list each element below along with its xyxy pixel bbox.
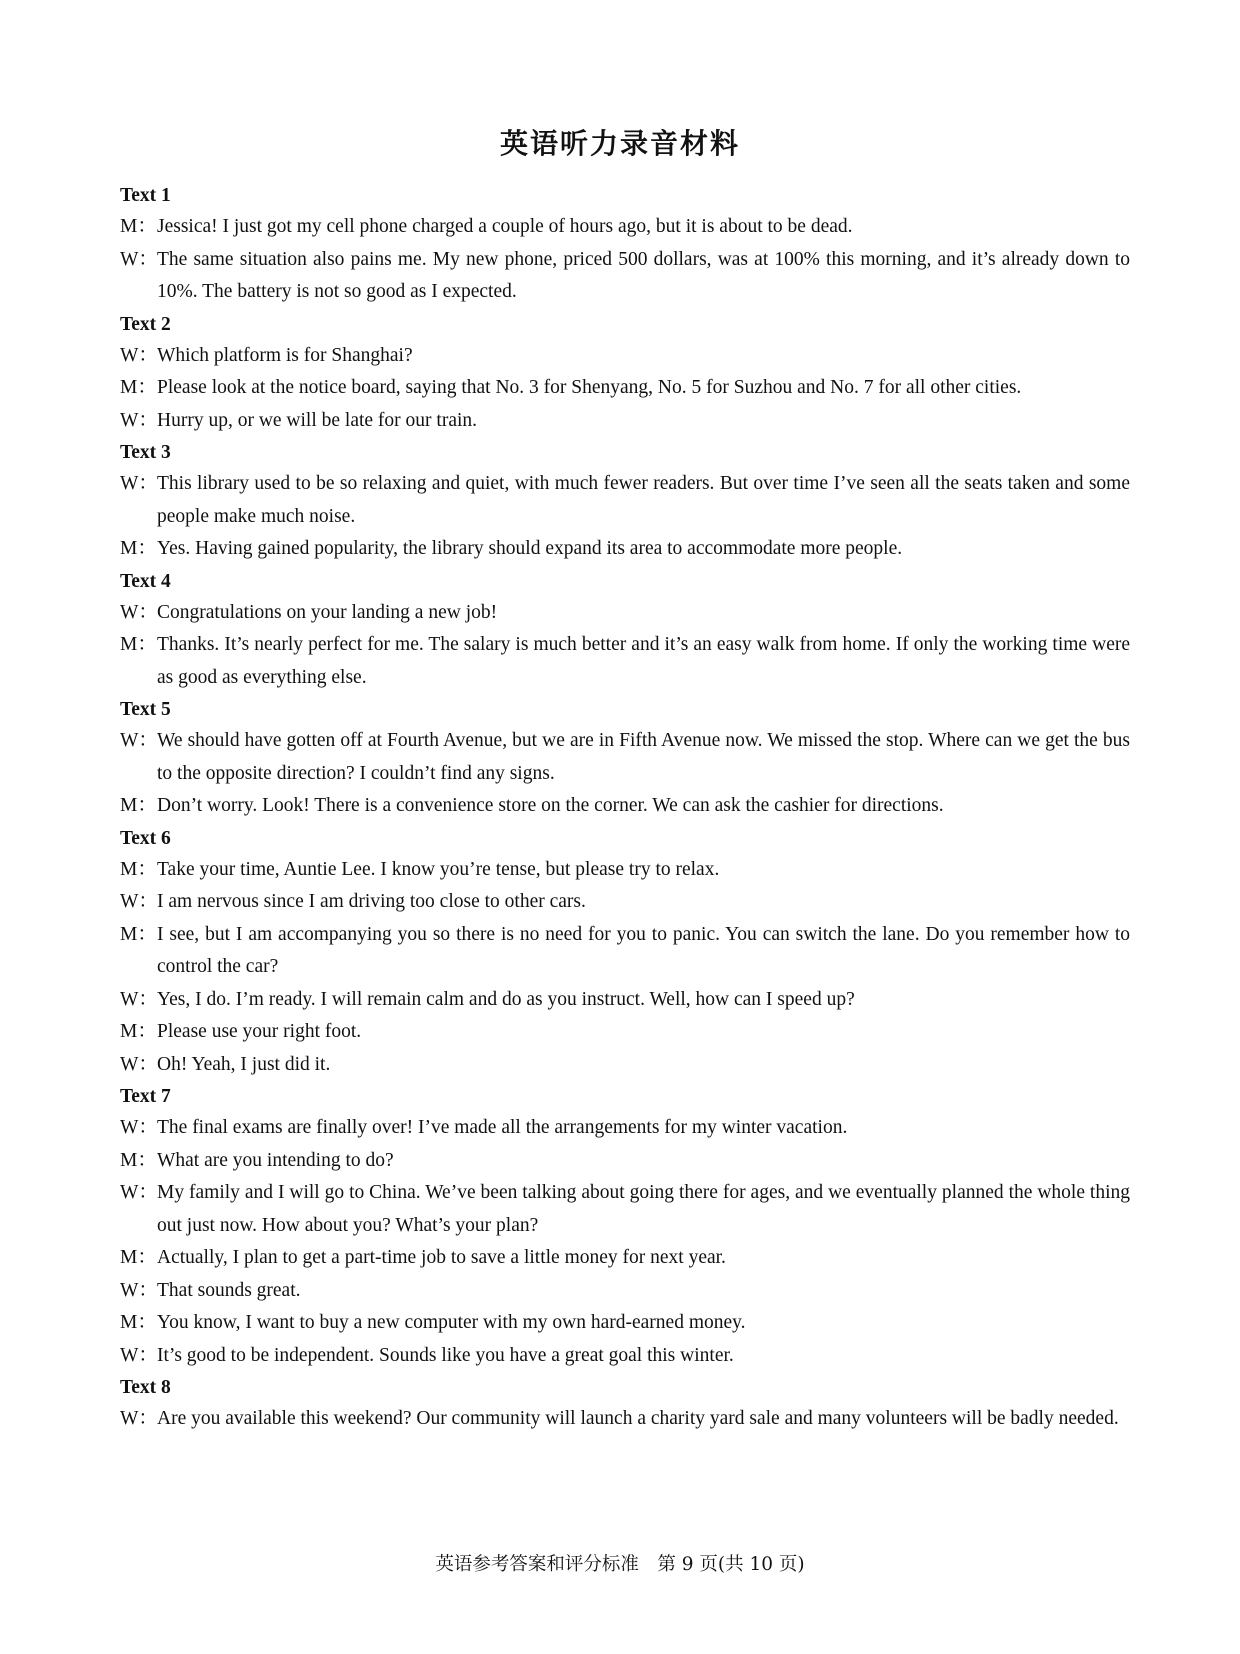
dialogue-line bbox=[120, 244, 1130, 309]
speaker-label: M： bbox=[120, 538, 157, 559]
speaker-label: W： bbox=[120, 1117, 158, 1138]
text-section bbox=[120, 1372, 1130, 1436]
dialogue-text: The same situation also pains me. My new phone, priced 500 dollars, was at 100% this morning, and it’s already down to 10%. The battery is not so good as I expected. bbox=[157, 248, 1130, 302]
speaker-label: M： bbox=[120, 1247, 157, 1268]
text-heading: Text 8 bbox=[120, 1377, 171, 1398]
dialogue-text: You know, I want to buy a new computer with my own hard-earned money. bbox=[157, 1312, 746, 1333]
dialogue-line bbox=[120, 1145, 1130, 1178]
dialogue-line bbox=[120, 1177, 1130, 1242]
speaker-label: W： bbox=[120, 1408, 158, 1429]
speaker-label: W： bbox=[120, 1053, 158, 1075]
dialogue-line bbox=[120, 1307, 1130, 1340]
text-heading: Text 3 bbox=[120, 442, 171, 463]
dialogue-text: Please use your right foot. bbox=[157, 1021, 362, 1042]
speaker-label: M： bbox=[120, 216, 157, 237]
speaker-label: W： bbox=[120, 1182, 158, 1203]
text-heading: Text 2 bbox=[120, 313, 171, 335]
dialogue-line bbox=[120, 854, 1130, 887]
dialogue-line bbox=[120, 533, 1130, 566]
speaker-label: W： bbox=[120, 1279, 158, 1301]
dialogue-line bbox=[120, 405, 1130, 438]
dialogue-line bbox=[120, 372, 1130, 405]
speaker-label: M： bbox=[120, 1312, 157, 1333]
dialogue-text: Actually, I plan to get a part-time job to save a little money for next year. bbox=[157, 1247, 726, 1268]
dialogue-text: I see, but I am accompanying you so there is no need for you to panic. You can switch the lane. Do you remember how to control the car? bbox=[157, 923, 1130, 977]
speaker-label: W： bbox=[120, 601, 158, 623]
dialogue-text: Jessica! I just got my cell phone charged a couple of hours ago, but it is about to be dead. bbox=[157, 216, 853, 237]
dialogue-text: Take your time, Auntie Lee. I know you’re tense, but please try to relax. bbox=[157, 858, 720, 880]
text-heading: Text 7 bbox=[120, 1086, 171, 1107]
dialogue-text: My family and I will go to China. We’ve been talking about going there for ages, and we eventually planned the whole thing out just now. How about you? What’s your plan? bbox=[157, 1182, 1130, 1236]
text-heading: Text 4 bbox=[120, 570, 171, 592]
text-section bbox=[120, 180, 1130, 309]
dialogue-line bbox=[120, 790, 1130, 823]
dialogue-line bbox=[120, 1112, 1130, 1145]
dialogue-text: Yes, I do. I’m ready. I will remain calm and do as you instruct. Well, how can I speed up? bbox=[157, 988, 855, 1010]
dialogue-line bbox=[120, 1403, 1130, 1436]
dialogue-line bbox=[120, 1242, 1130, 1275]
speaker-label: W： bbox=[120, 988, 158, 1010]
dialogue-text: This library used to be so relaxing and quiet, with much fewer readers. But over time I’ve seen all the seats taken and some people make much noise. bbox=[157, 473, 1130, 527]
dialogue-text: What are you intending to do? bbox=[157, 1149, 394, 1171]
text-section bbox=[120, 437, 1130, 566]
dialogue-line bbox=[120, 1049, 1130, 1082]
speaker-label: M： bbox=[120, 377, 157, 398]
text-section bbox=[120, 823, 1130, 1082]
dialogue-text: Yes. Having gained popularity, the library should expand its area to accommodate more people. bbox=[157, 538, 903, 559]
speaker-label: M： bbox=[120, 923, 157, 945]
dialogue-line bbox=[120, 725, 1130, 790]
text-section bbox=[120, 694, 1130, 823]
text-section bbox=[120, 309, 1130, 438]
speaker-label: W： bbox=[120, 891, 158, 912]
page-footer: 英语参考答案和评分标准 第 9 页(共 10 页) bbox=[435, 1554, 805, 1575]
dialogue-line bbox=[120, 1275, 1130, 1308]
dialogue-text: The final exams are finally over! I’ve made all the arrangements for my winter vacation. bbox=[157, 1117, 848, 1138]
dialogue-text: That sounds great. bbox=[157, 1279, 301, 1301]
text-heading: Text 5 bbox=[120, 699, 171, 720]
text-section bbox=[120, 566, 1130, 695]
dialogue-line bbox=[120, 919, 1130, 984]
dialogue-line bbox=[120, 984, 1130, 1017]
dialogue-text: Are you available this weekend? Our community will launch a charity yard sale and many volunteers will be badly needed. bbox=[157, 1408, 1119, 1429]
text-section bbox=[120, 1081, 1130, 1372]
speaker-label: W： bbox=[120, 344, 158, 366]
dialogue-text: Don’t worry. Look! There is a convenience store on the corner. We can ask the cashier for directions. bbox=[157, 795, 944, 816]
dialogue-text: It’s good to be independent. Sounds like you have a great goal this winter. bbox=[157, 1344, 734, 1366]
dialogue-text: Congratulations on your landing a new job! bbox=[157, 601, 498, 623]
dialogue-text: Which platform is for Shanghai? bbox=[157, 344, 413, 366]
dialogue-line bbox=[120, 629, 1130, 694]
dialogue-text: We should have gotten off at Fourth Avenue, but we are in Fifth Avenue now. We missed the stop. Where can we get the bus to the opposite direction? I couldn’t find any signs. bbox=[157, 730, 1130, 784]
dialogue-text: Oh! Yeah, I just did it. bbox=[157, 1053, 331, 1075]
speaker-label: M： bbox=[120, 795, 157, 816]
dialogue-line bbox=[120, 468, 1130, 533]
dialogue-line bbox=[120, 211, 1130, 244]
speaker-label: W： bbox=[120, 248, 158, 270]
speaker-label: W： bbox=[120, 1344, 158, 1366]
dialogue-text: I am nervous since I am driving too close to other cars. bbox=[157, 891, 586, 912]
dialogue-text: Please look at the notice board, saying that No. 3 for Shenyang, No. 5 for Suzhou and No. 7 for all other cities. bbox=[157, 377, 1022, 398]
speaker-label: W： bbox=[120, 409, 158, 431]
dialogue-line bbox=[120, 1340, 1130, 1373]
dialogue-line bbox=[120, 886, 1130, 919]
text-heading: Text 1 bbox=[120, 185, 171, 206]
speaker-label: M： bbox=[120, 634, 157, 655]
speaker-label: M： bbox=[120, 858, 157, 880]
dialogue-text: Hurry up, or we will be late for our train. bbox=[157, 409, 478, 431]
speaker-label: M： bbox=[120, 1021, 157, 1042]
dialogue-line bbox=[120, 1016, 1130, 1049]
text-heading: Text 6 bbox=[120, 827, 171, 849]
speaker-label: W： bbox=[120, 730, 158, 751]
dialogue-line bbox=[120, 597, 1130, 630]
page-title: 英语听力录音材料 bbox=[499, 127, 740, 160]
dialogue-line bbox=[120, 340, 1130, 373]
transcript-body bbox=[120, 180, 1130, 1436]
speaker-label: W： bbox=[120, 473, 158, 494]
dialogue-text: Thanks. It’s nearly perfect for me. The salary is much better and it’s an easy walk from home. If only the working time were as good as everything else. bbox=[157, 634, 1130, 688]
speaker-label: M： bbox=[120, 1149, 157, 1171]
